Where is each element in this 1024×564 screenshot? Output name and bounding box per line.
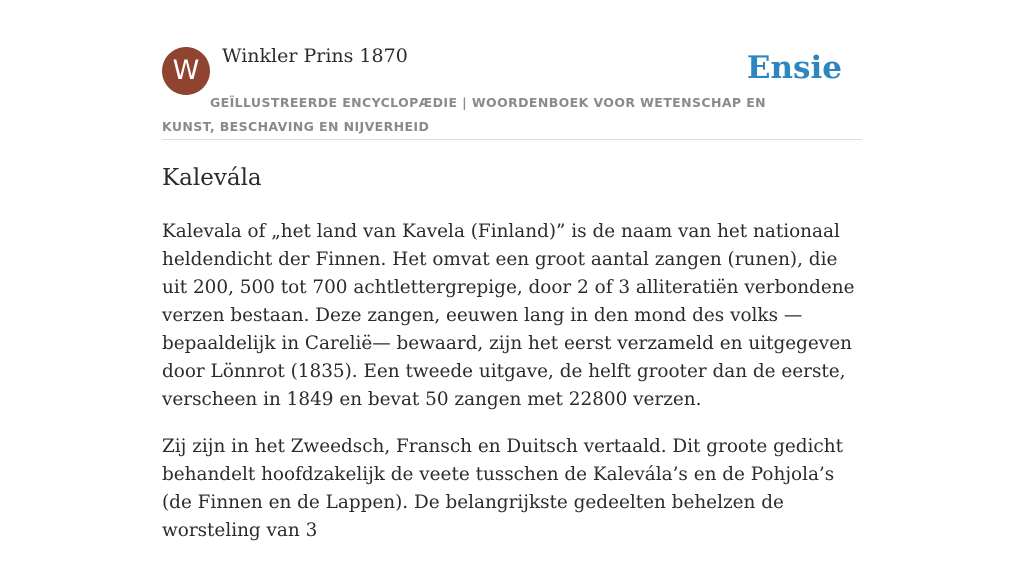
source-subtitle: GEÏLLUSTREERDE ENCYCLOPÆDIE | WOORDENBOEK VOOR WETENSCHAP EN KUNST, BESCHAVING EN NIJVERHEID — [162, 95, 767, 134]
source-header — [162, 40, 862, 140]
article-paragraph: Zij zijn in het Zweedsch, Fransch en Duitsch vertaald. Dit groote gedicht behandelt hoofdzakelijk de veete tusschen de Kalevála’s en de Pohjola’s (de Finnen en de Lappen). De belangrijkste gedeelten behelzen de worsteling van 3 — [162, 436, 843, 541]
article-paragraph: Kalevala of „het land van Kavela (Finland)” is de naam van het nationaal heldendicht der Finnen. Het omvat een groot aantal zangen (runen), die uit 200, 500 tot 700 achtlettergrepige, door 2 of 3 alliteratiën verbondene verzen bestaan. Deze zangen, eeuwen lang in den mond des volks — bepaaldelijk in Careliё— bewaard, zijn het eerst verzameld en uitgegeven door Lönnrot (1835). Een tweede uitgave, de helft grooter dan de eerste, verscheen in 1849 en bevat 50 zangen met 22800 verzen. — [162, 221, 855, 410]
source-title-link[interactable]: Winkler Prins 1870 — [222, 45, 408, 67]
source-avatar[interactable]: W — [162, 47, 210, 95]
article — [162, 160, 867, 564]
ensie-logo[interactable]: Ensie — [746, 50, 842, 86]
article-title: Kalevála — [162, 165, 262, 191]
